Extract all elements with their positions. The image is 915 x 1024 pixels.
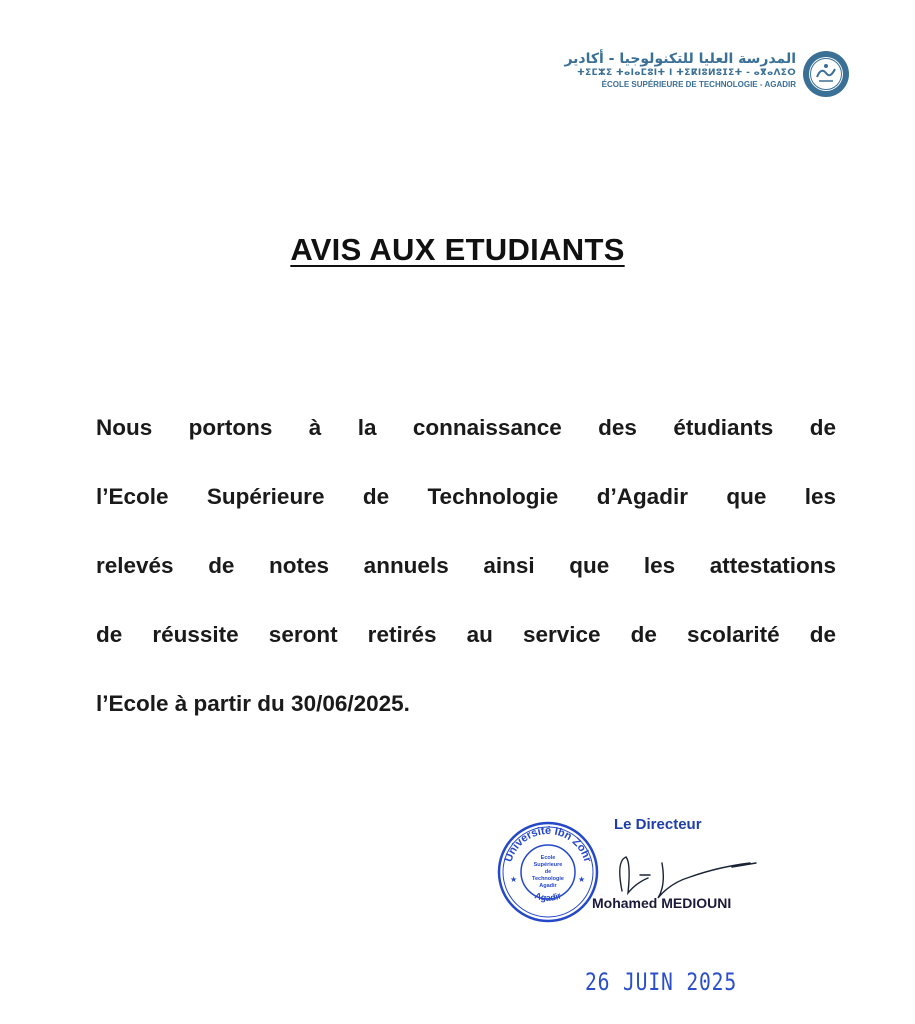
- school-name-french: ÉCOLE SUPÉRIEURE DE TECHNOLOGIE - AGADIR: [601, 80, 796, 90]
- school-name-block: [564, 52, 796, 90]
- svg-text:★: ★: [510, 875, 518, 884]
- svg-text:Ecole: Ecole: [540, 855, 556, 861]
- page-title: AVIS AUX ETUDIANTS: [290, 232, 625, 267]
- date-stamp: 26 JUIN 2025: [585, 968, 738, 996]
- school-name-tifinagh: ⵜⵉⵎⵣⵉ ⵜⴰⵏⴰⵎⵓⵏⵜ ⵏ ⵜⵉⴽⵏⵓⵍⵓⵊⵉⵜ - ⴰⴳⴰⴷⵉⵔ: [576, 68, 796, 79]
- body-line: l’Ecole Supérieure de Technologie d’Agadir que les: [96, 484, 836, 509]
- body-line: Nous portons à la connaissance des étudiants de: [96, 415, 836, 440]
- director-title: Le Directeur: [614, 816, 702, 833]
- school-emblem-icon: [802, 50, 850, 98]
- svg-text:Supérieure: Supérieure: [533, 862, 563, 868]
- svg-text:Université Ibn Zohr: Université Ibn Zohr: [502, 825, 594, 864]
- svg-text:Agadir: Agadir: [533, 890, 563, 903]
- body-line: l’Ecole à partir du 30/06/2025.: [96, 691, 410, 716]
- school-name-arabic: المدرسة العليا للتكنولوجيا - أكادير: [564, 51, 796, 67]
- handwritten-signature: [600, 843, 760, 903]
- body-line: relevés de notes annuels ainsi que les attestations: [96, 553, 836, 578]
- svg-text:Technologie: Technologie: [532, 876, 564, 882]
- signer-name: Mohamed MEDIOUNI: [592, 895, 732, 911]
- official-stamp: [496, 820, 600, 924]
- school-logo-header: [560, 50, 860, 110]
- svg-text:★: ★: [578, 875, 586, 884]
- svg-text:de: de: [544, 869, 552, 875]
- notice-body: [96, 408, 836, 753]
- body-line: de réussite seront retirés au service de scolarité de: [96, 622, 836, 647]
- svg-text:Agadir: Agadir: [539, 883, 557, 889]
